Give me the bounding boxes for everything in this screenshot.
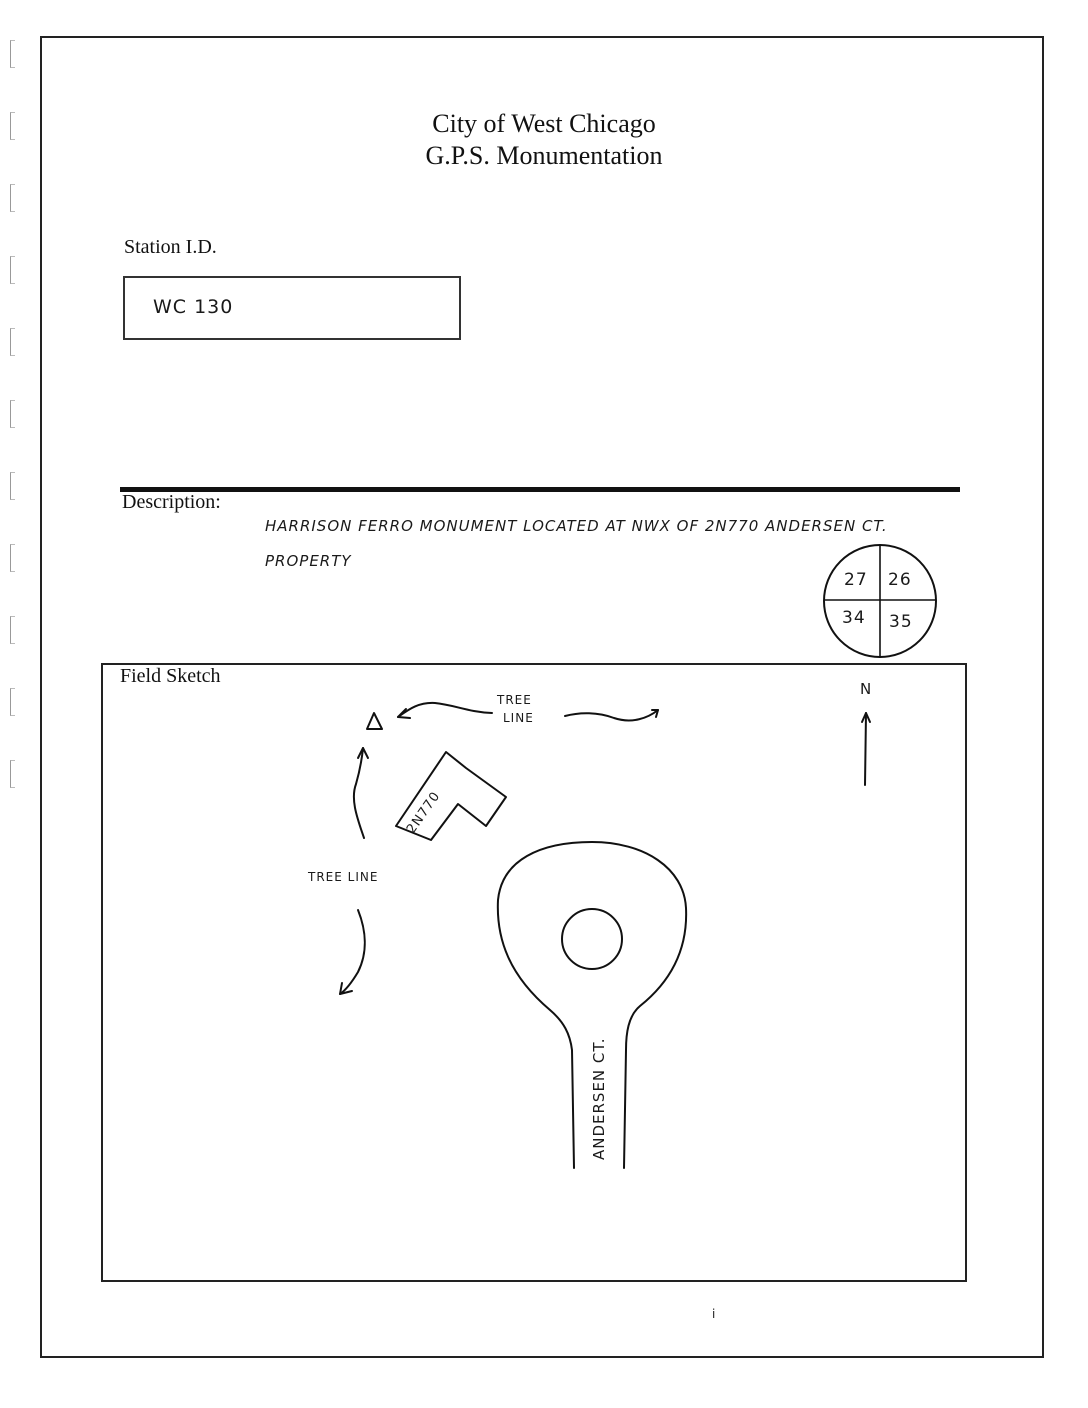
section-ne-number: 26 [888, 570, 912, 590]
monument-triangle-icon [367, 713, 382, 729]
field-sketch-label: Field Sketch [120, 665, 221, 687]
footer-mark: i [712, 1307, 717, 1321]
section-nw-number: 27 [844, 570, 868, 590]
tree-line-top-label-2: LINE [503, 711, 534, 725]
house-number-label: 2N770 [404, 788, 444, 837]
section-sw-number: 34 [842, 608, 866, 628]
tree-line-top-label-1: TREE [497, 693, 532, 707]
north-arrow-icon [865, 713, 866, 785]
description-label: Description: [122, 491, 221, 513]
station-id-value: WC 130 [153, 296, 234, 318]
page-subtitle: G.P.S. Monumentation [425, 141, 663, 170]
street-name-label: ANDERSEN CT. [590, 1037, 608, 1160]
station-id-label: Station I.D. [124, 236, 217, 258]
section-se-number: 35 [889, 612, 913, 632]
north-label: N [860, 680, 873, 698]
cul-de-sac-island [562, 909, 622, 969]
tree-line-left-label: TREE LINE [308, 870, 379, 884]
page-title: City of West Chicago [432, 109, 656, 138]
description-line-2: PROPERTY [265, 552, 352, 570]
tree-line-top-arrow [398, 703, 492, 717]
description-line-1: HARRISON FERRO MONUMENT LOCATED AT NWX OF 2N770 ANDERSEN CT. [265, 517, 888, 535]
